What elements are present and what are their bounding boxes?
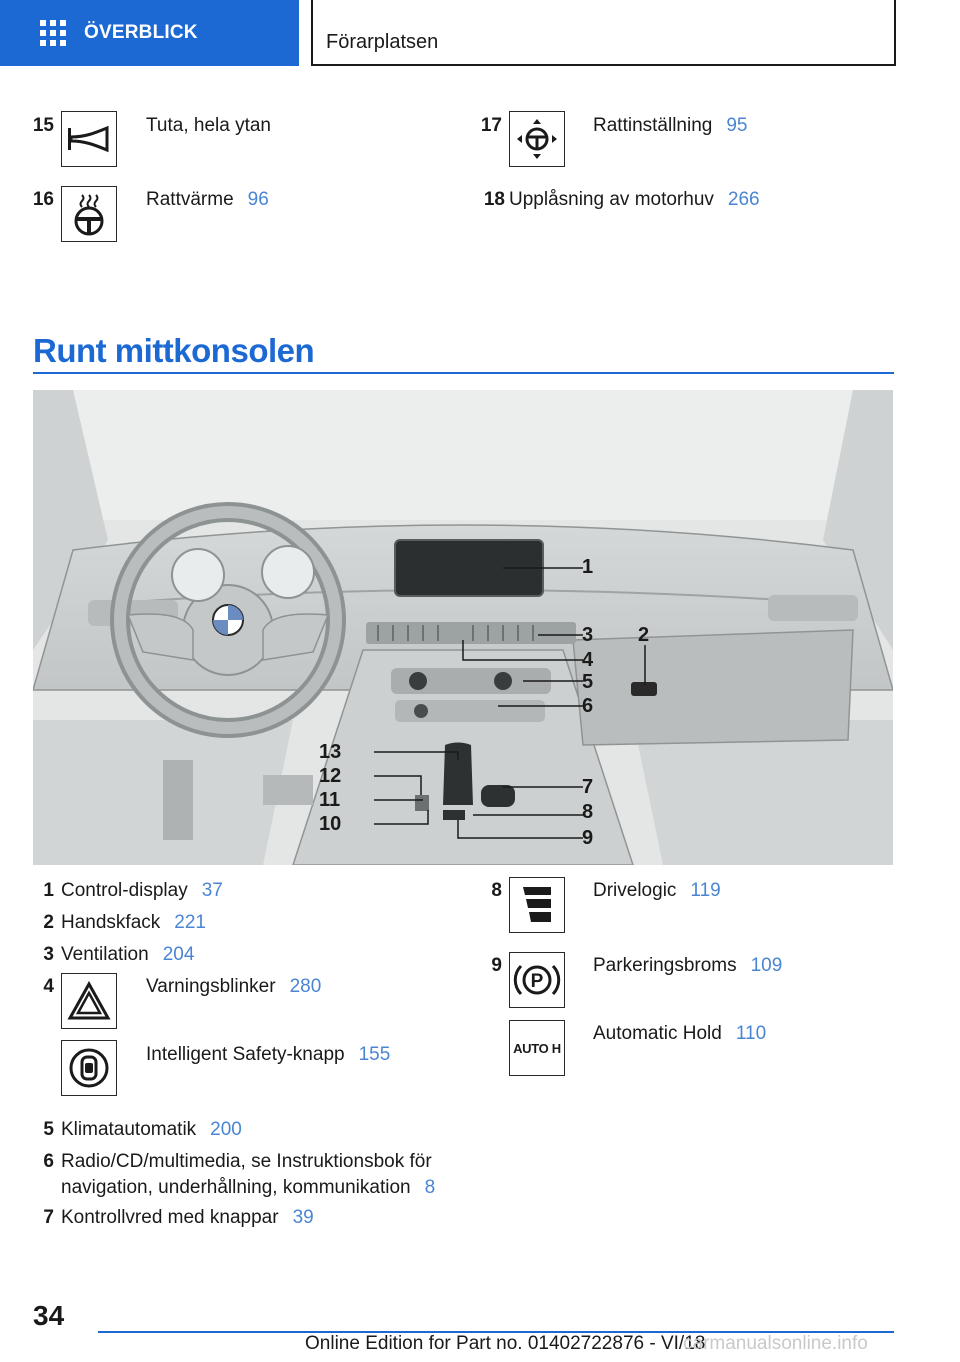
item-number: 6 bbox=[43, 1151, 54, 1172]
page-ref-link[interactable]: 280 bbox=[289, 976, 322, 997]
callout-label: 11 bbox=[319, 789, 341, 811]
page-header-title: Förarplatsen bbox=[326, 31, 439, 53]
callout-label: 8 bbox=[582, 801, 594, 823]
callout-label: 4 bbox=[582, 649, 594, 671]
item-controller bbox=[61, 1205, 314, 1231]
callout-label: 3 bbox=[582, 624, 594, 646]
item-number: 9 bbox=[491, 955, 502, 976]
section-title: Runt mittkonsolen bbox=[33, 332, 315, 369]
auto-hold-icon bbox=[509, 1020, 565, 1076]
callout-label: 10 bbox=[319, 813, 342, 835]
item-label: Automatic Hold bbox=[593, 1023, 722, 1044]
page-ref-link[interactable]: 155 bbox=[358, 1044, 391, 1065]
page-ref-link[interactable]: 119 bbox=[690, 880, 721, 901]
item-steering-adjust bbox=[593, 113, 747, 139]
intelligent-safety-icon bbox=[61, 1040, 117, 1096]
callout-label: 7 bbox=[582, 776, 594, 798]
svg-text:P: P bbox=[530, 971, 544, 992]
footer-watermark: carmanualsonline.info bbox=[683, 1333, 868, 1354]
page-ref-link[interactable]: 37 bbox=[201, 880, 223, 901]
item-label: Drivelogic bbox=[593, 880, 677, 901]
section-divider bbox=[33, 372, 894, 374]
callout-label: 13 bbox=[319, 741, 342, 763]
item-number: 15 bbox=[32, 115, 54, 136]
footer-edition: Online Edition for Part no. 01402722876 - VI/18 bbox=[305, 1333, 706, 1354]
page-ref-link[interactable]: 8 bbox=[424, 1177, 436, 1198]
item-horn bbox=[146, 113, 271, 139]
page-ref-link[interactable]: 110 bbox=[735, 1023, 767, 1044]
item-hazard-warning bbox=[146, 974, 321, 1000]
center-console-illustration bbox=[33, 390, 893, 865]
callout-label: 12 bbox=[319, 765, 342, 787]
dashboard-drawing bbox=[33, 390, 893, 865]
item-control-display bbox=[61, 878, 223, 904]
item-label-continued: navigation, underhållning, kommunikation bbox=[61, 1177, 411, 1198]
item-label: Radio/CD/multimedia, se Instruktionsbok för bbox=[61, 1151, 432, 1172]
item-parking-brake bbox=[593, 953, 782, 979]
page-ref-link[interactable]: 266 bbox=[727, 189, 760, 210]
item-number: 8 bbox=[491, 880, 502, 901]
grid-menu-icon bbox=[40, 20, 66, 46]
item-number: 2 bbox=[43, 912, 54, 933]
item-label: Kontrollvred med knappar bbox=[61, 1207, 279, 1228]
item-label: Rattvärme bbox=[146, 189, 234, 210]
item-label: Ventilation bbox=[61, 944, 149, 965]
item-label: Klimatautomatik bbox=[61, 1119, 197, 1140]
overview-tab[interactable] bbox=[0, 0, 299, 66]
item-label: Upplåsning av motorhuv bbox=[509, 189, 714, 210]
item-hood-release bbox=[509, 187, 760, 213]
horn-icon bbox=[61, 111, 117, 167]
item-number: 4 bbox=[43, 976, 54, 997]
page-ref-link[interactable]: 200 bbox=[210, 1119, 242, 1140]
page-ref-link[interactable]: 39 bbox=[292, 1207, 314, 1228]
hazard-warning-icon bbox=[61, 973, 117, 1029]
auto-hold-icon-text: AUTO H bbox=[513, 1040, 561, 1056]
item-number: 16 bbox=[32, 189, 54, 210]
item-ventilation bbox=[61, 942, 194, 968]
page-ref-link[interactable]: 109 bbox=[750, 955, 783, 976]
item-auto-hold bbox=[593, 1021, 766, 1047]
item-label: Varningsblinker bbox=[146, 976, 276, 997]
item-number: 1 bbox=[43, 880, 54, 901]
page-ref-link[interactable]: 95 bbox=[726, 115, 748, 136]
item-intelligent-safety bbox=[146, 1042, 390, 1068]
overview-tab-label: ÖVERBLICK bbox=[84, 22, 198, 43]
item-number: 3 bbox=[43, 944, 54, 965]
item-climate bbox=[61, 1117, 242, 1143]
callout-label: 5 bbox=[582, 671, 594, 693]
item-number: 5 bbox=[43, 1119, 54, 1140]
steering-adjust-icon bbox=[509, 111, 565, 167]
page-ref-link[interactable]: 204 bbox=[162, 944, 195, 965]
parking-brake-icon bbox=[509, 952, 565, 1008]
callout-label: 6 bbox=[582, 695, 594, 717]
drivelogic-icon bbox=[509, 877, 565, 933]
item-label: Intelligent Safety-knapp bbox=[146, 1044, 345, 1065]
item-drivelogic bbox=[593, 878, 721, 904]
item-glovebox bbox=[61, 910, 206, 936]
item-label: Parkeringsbroms bbox=[593, 955, 737, 976]
item-label: Tuta, hela ytan bbox=[146, 115, 271, 136]
callout-label: 1 bbox=[582, 556, 594, 578]
item-label: Rattinställning bbox=[593, 115, 713, 136]
item-number: 7 bbox=[43, 1207, 54, 1228]
item-label: Control-display bbox=[61, 880, 188, 901]
item-radio-multimedia bbox=[61, 1149, 435, 1201]
item-number: 17 bbox=[480, 115, 502, 136]
page-ref-link[interactable]: 96 bbox=[247, 189, 269, 210]
page-number: 34 bbox=[33, 1300, 65, 1331]
item-steering-heating bbox=[146, 187, 269, 213]
callout-label: 2 bbox=[638, 624, 650, 646]
item-label: Handskfack bbox=[61, 912, 161, 933]
steering-wheel-heating-icon bbox=[61, 186, 117, 242]
page-ref-link[interactable]: 221 bbox=[174, 912, 206, 933]
callout-label: 9 bbox=[582, 827, 594, 849]
item-number: 18 bbox=[483, 189, 505, 210]
